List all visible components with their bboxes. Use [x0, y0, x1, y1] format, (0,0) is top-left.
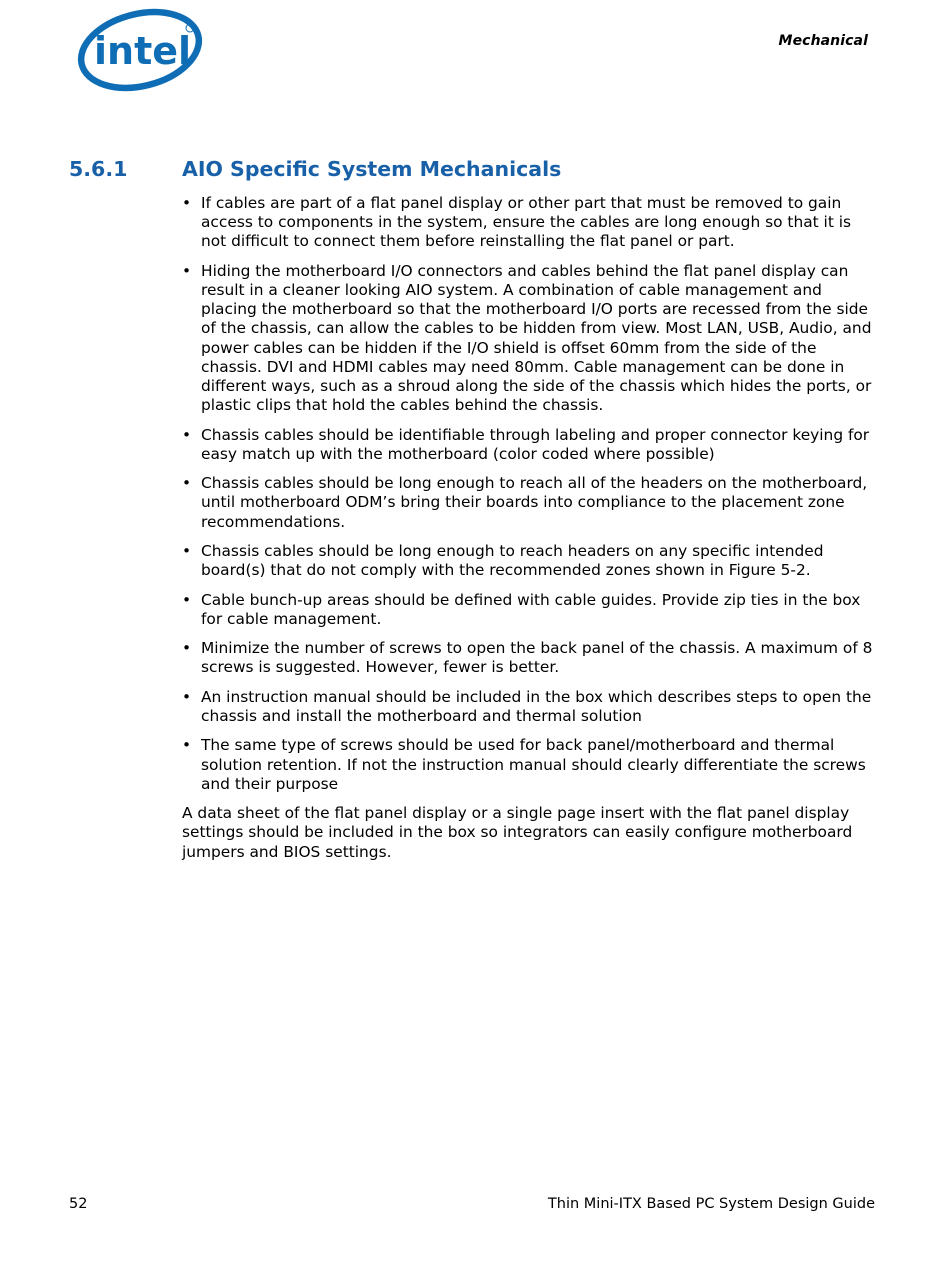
bullet-icon: •: [182, 736, 192, 755]
intel-logo-text: intel: [94, 29, 192, 73]
running-header-section: Mechanical: [778, 33, 868, 49]
list-item: [182, 639, 874, 677]
list-item-text: Cable bunch-up areas should be defined with cable guides. Provide zip ties in the box for cable management.: [201, 590, 861, 628]
list-item: [182, 542, 874, 580]
section-title: AIO Specific System Mechanicals: [182, 157, 562, 181]
intel-logo: [76, 8, 204, 92]
list-item: [182, 474, 874, 532]
list-item: [182, 262, 874, 416]
list-item: [182, 591, 874, 629]
document-title: Thin Mini-ITX Based PC System Design Guide: [547, 1196, 875, 1212]
bullet-icon: •: [182, 425, 192, 444]
page-number: 52: [69, 1196, 88, 1212]
list-item: [182, 194, 874, 252]
section-heading: [69, 157, 889, 181]
bullet-icon: •: [182, 590, 192, 609]
bullet-icon: •: [182, 474, 192, 493]
list-item-text: If cables are part of a flat panel display or other part that must be removed to gain access to components in the system, ensure the cables are long enough so that it is not difficult to connect them before reinstalling the flat panel or part.: [201, 194, 852, 251]
list-item-text: Chassis cables should be long enough to reach all of the headers on the motherboard, until motherboard ODM’s bring their boards into compliance to the placement zone recommendations.: [201, 474, 868, 531]
list-item-text: Chassis cables should be identifiable through labeling and proper connector keying for easy match up with the motherboard (color coded where possible): [201, 425, 870, 463]
list-item-text: The same type of screws should be used for back panel/motherboard and thermal solution retention. If not the instruction manual should clearly differentiate the screws and their purpose: [201, 736, 866, 793]
closing-paragraph: A data sheet of the flat panel display or a single page insert with the flat panel display settings should be included in the box so integrators can easily configure motherboard jumpers and BIOS settings.: [182, 804, 853, 861]
bullet-icon: •: [182, 542, 192, 560]
list-item-text: Hiding the motherboard I/O connectors and cables behind the flat panel display can result in a cleaner looking AIO system. A combination of cable management and placing the motherboard so that the motherboard I/O ports are recessed from the side of the chassis, can allow the cables to be hidden from view. Most LAN, USB, Audio, and power cables can be hidden if the I/O shield is offset 60mm from the side of the chassis. DVI and HDMI cables may need 80mm. Cable management can be done in different ways, such as a shroud along the side of the chassis which hides the ports, or plastic clips that hold the cables behind the chassis.: [201, 261, 872, 415]
list-item-text: Minimize the number of screws to open the back panel of the chassis. A maximum of 8 screws is suggested. However, fewer is better.: [201, 639, 873, 677]
list-item: [182, 688, 874, 726]
bullet-icon: •: [182, 261, 192, 280]
list-item-text: Chassis cables should be long enough to reach headers on any specific intended board(s) that do not comply with the recommended zones shown in Figure 5-2.: [201, 542, 824, 580]
list-item: [182, 426, 874, 464]
bullet-icon: •: [182, 194, 192, 212]
section-body: [182, 194, 874, 862]
bullet-icon: •: [182, 687, 192, 706]
bullet-icon: •: [182, 639, 192, 658]
bullet-list: [182, 194, 874, 794]
section-number: 5.6.1: [69, 157, 128, 181]
list-item: [182, 736, 874, 794]
list-item-text: An instruction manual should be included in the box which describes steps to open the chassis and install the motherboard and thermal solution: [201, 687, 872, 725]
